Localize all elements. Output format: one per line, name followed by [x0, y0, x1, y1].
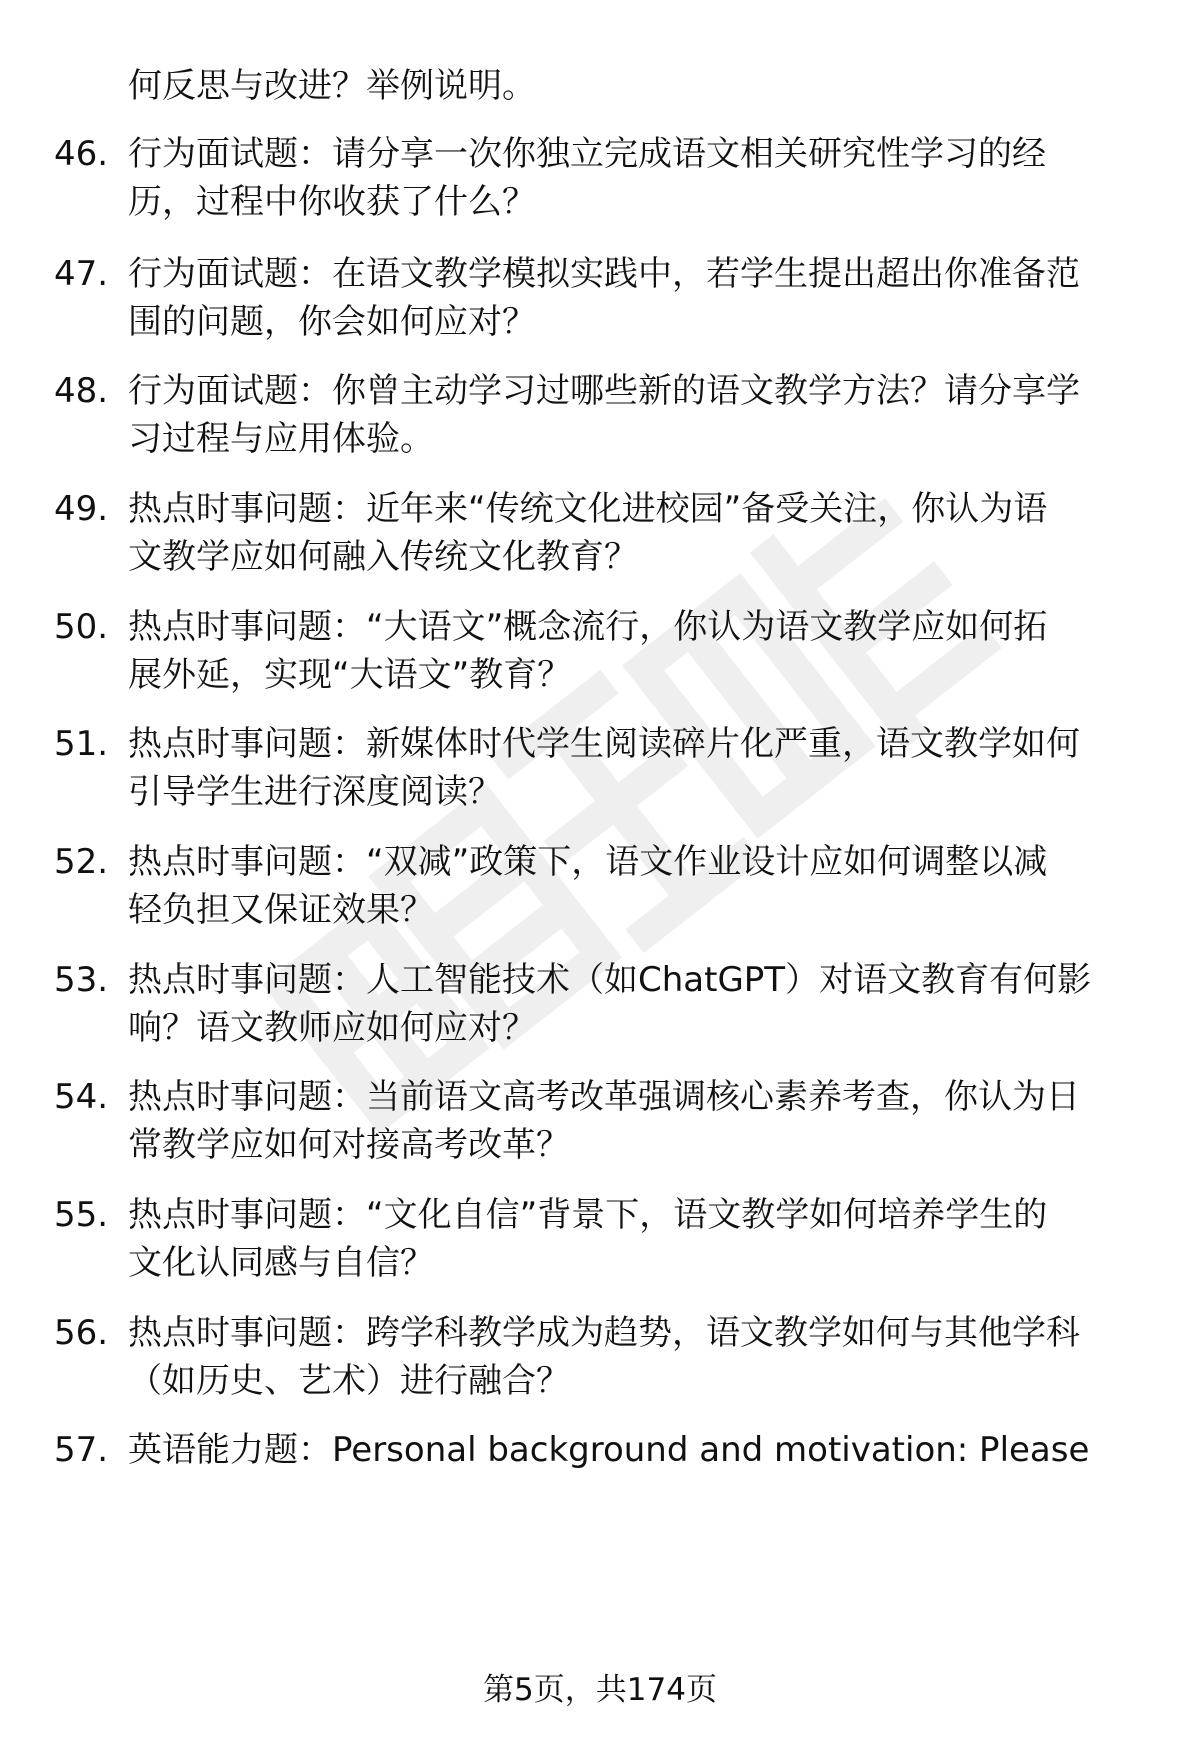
question-line: 热点时事问题：新媒体时代学生阅读碎片化严重，语文教学如何: [128, 724, 1080, 764]
question-text: [128, 838, 1153, 934]
question-text: [128, 1309, 1153, 1405]
question-text: [128, 250, 1153, 346]
question-text: [128, 130, 1153, 226]
question-text: [128, 956, 1153, 1052]
question-text: [128, 603, 1153, 699]
page-footer: 第5页，共174页: [483, 1672, 717, 1708]
question-line: 常教学应如何对接高考改革？: [128, 1125, 570, 1165]
question-line: 文教学应如何融入传统文化教育？: [128, 537, 638, 577]
question-number: 50.: [54, 607, 109, 647]
question-number: 54.: [54, 1077, 109, 1117]
question-number: 52.: [54, 842, 109, 882]
question-line: 文化认同感与自信？: [128, 1243, 434, 1283]
question-line: 热点时事问题：“文化自信”背景下，语文教学如何培养学生的: [128, 1195, 1048, 1235]
question-text: [128, 485, 1153, 581]
question-line: 历，过程中你收获了什么？: [128, 182, 536, 222]
question-line: 行为面试题：在语文教学模拟实践中，若学生提出超出你准备范: [128, 254, 1080, 294]
question-number: 46.: [54, 134, 109, 174]
question-text: [128, 367, 1153, 463]
question-line: 响？语文教师应如何应对？: [128, 1008, 536, 1048]
question-line: 热点时事问题：跨学科教学成为趋势，语文教学如何与其他学科: [128, 1313, 1080, 1353]
question-number: 56.: [54, 1313, 109, 1353]
question-number: 55.: [54, 1195, 109, 1235]
question-number: 48.: [54, 371, 109, 411]
question-line: 热点时事问题：“大语文”概念流行，你认为语文教学应如何拓: [128, 607, 1048, 647]
question-line: 围的问题，你会如何应对？: [128, 302, 536, 342]
question-line: 展外延，实现“大语文”教育？: [128, 655, 572, 695]
question-number: 53.: [54, 960, 109, 1000]
question-line: 行为面试题：请分享一次你独立完成语文相关研究性学习的经: [128, 134, 1046, 174]
question-line: 引导学生进行深度阅读？: [128, 772, 502, 812]
question-line: 热点时事问题：当前语文高考改革强调核心素养考查，你认为日: [128, 1077, 1080, 1117]
question-line: 热点时事问题：“双减”政策下，语文作业设计应如何调整以减: [128, 842, 1048, 882]
question-line: 英语能力题：Personal background and motivation: Please: [128, 1430, 1090, 1470]
question-line: 行为面试题：你曾主动学习过哪些新的语文教学方法？请分享学: [128, 371, 1080, 411]
question-number: 47.: [54, 254, 109, 294]
question-text: [128, 1191, 1153, 1287]
question-line: 习过程与应用体验。: [128, 419, 434, 459]
question-line: （如历史、艺术）进行融合？: [128, 1361, 570, 1401]
continuation-line: 何反思与改进？举例说明。: [128, 66, 536, 106]
question-line: 轻负担又保证效果？: [128, 890, 434, 930]
question-number: 49.: [54, 489, 109, 529]
question-text: [128, 720, 1153, 816]
question-number: 57.: [54, 1430, 109, 1470]
question-line: 热点时事问题：人工智能技术（如ChatGPT）对语文教育有何影: [128, 960, 1092, 1000]
question-line: 热点时事问题：近年来“传统文化进校园”备受关注，你认为语: [128, 489, 1048, 529]
question-text: [128, 1426, 1153, 1474]
question-text: [128, 1073, 1153, 1169]
question-number: 51.: [54, 724, 109, 764]
